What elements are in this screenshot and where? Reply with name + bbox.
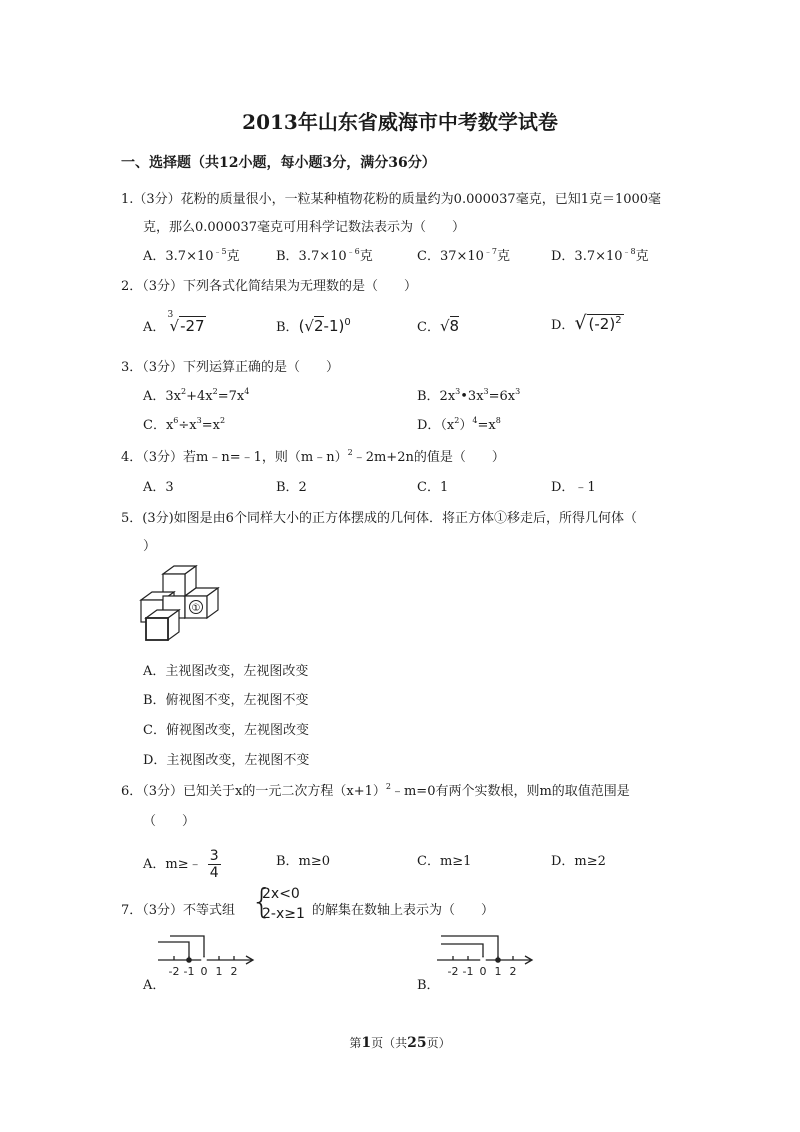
q6-a-denominator: 4 [209,865,219,881]
tick-label: 1 [215,965,223,978]
page-number: 1 [361,1035,372,1051]
q5-stem-line1: 5．(3分)如图是由6个同样大小的正方体摆成的几何体．将正方体①移走后，所得几何体（ [121,511,637,526]
q3-option-b: B．$2x^3•3x^3=6x^3$ [417,387,521,404]
q7-stem-b: 的解集在数轴上表示为（ ） [312,903,495,918]
q5-option-b: B．俯视图不变，左视图不变 [143,693,309,708]
cube-mark-label: ① [191,603,201,614]
tick-label: 2 [230,965,238,978]
q7-option-a: A． [143,978,166,993]
tick-label: -2 [447,965,459,978]
q1-stem-line1: 1.（3分）花粉的质量很小，一粒某种植物花粉的质量约为0.000037毫克，已知1克＝1000毫 [121,192,662,207]
page-footer: 第1页（共25页） [349,1035,451,1051]
q4-stem: 4．（3分）若m﹣n=﹣1，则（m﹣n）$^2$﹣2m+2n的值是（ ） [121,448,505,465]
q3-option-c: C．$x^6\div x^3=x^2$ [143,416,226,433]
system-eq2: 2-x≥1 [262,906,305,922]
q4-option-a: A．3 [143,480,174,495]
q6-option-c: C．m≥1 [417,854,472,869]
q2-option-a: A． 3 √-27 [143,310,205,335]
q5-option-d: D．主视图改变，左视图不变 [143,753,310,768]
q1-option-a: A．$3.7\times 10^{﹣5}$克 [143,247,240,264]
q4-option-d: D．﹣1 [551,480,596,495]
q1-option-d: D．$3.7\times 10^{﹣8}$克 [551,247,649,264]
q6-option-b: B．m≥0 [276,854,331,869]
tick-label: -1 [462,965,474,978]
q2-option-d: D．√ $(-2)^2$ [551,312,622,334]
q1-option-c: C．$37\times 10^{﹣7}$克 [417,247,511,264]
q7-option-b: B． [417,978,440,993]
q6-a-numerator: 3 [209,848,219,864]
q2-option-c: C．√8 [417,317,460,335]
q2-a-root-index: 3 [167,310,174,320]
q7-stem-a: 7．（3分）不等式组 [121,903,236,918]
q2-a-radicand: -27 [180,317,205,335]
cube-front [146,618,168,640]
tick-label: -2 [168,965,180,978]
system-brace: { [251,882,273,922]
q4-option-b: B．2 [276,480,307,495]
section-heading: 一、选择题（共12小题，每小题3分，满分36分） [121,155,436,171]
number-line-b [437,936,537,980]
q3-option-d: D．$(x^2)^4=x^8$ [417,416,501,433]
q5-option-c: C．俯视图改变，左视图改变 [143,723,309,738]
q6-stem-line1: 6．（3分）已知关于x的一元二次方程$(x+1)^2﹣m=0$有两个实数根，则m的取值范围是 [121,782,630,799]
system-eq1: 2x<0 [262,886,300,902]
tick-label: -1 [183,965,195,978]
q6-stem-line2: （ ） [143,814,196,829]
q6-option-d: D．m≥2 [551,854,606,869]
q3-option-a: A．$3x^2+4x^2=7x^4$ [143,387,250,404]
q2-option-b: B．$(√2-1)^0$ [276,317,351,335]
q1-stem-line2: 克，那么0.000037毫克可用科学记数法表示为（ ） [143,220,466,235]
cube-figure [133,562,223,648]
q2-stem: 2．（3分）下列各式化简结果为无理数的是（ ） [121,279,418,294]
number-line-a [158,936,258,980]
tick-label: 1 [494,965,502,978]
q3-stem: 3．（3分）下列运算正确的是（ ） [121,360,340,375]
tick-label: 0 [479,965,487,978]
page-title: 2013年山东省威海市中考数学试卷 [242,110,558,134]
q4-option-c: C．1 [417,480,449,495]
page-total: 25 [407,1035,427,1051]
q5-stem-line2: ） [143,539,157,554]
q5-option-a: A．主视图改变，左视图改变 [143,664,309,679]
tick-label: 0 [200,965,208,978]
q1-option-b: B．$3.7\times 10^{﹣6}$克 [276,247,373,264]
q6-option-a: A．m≥﹣ $\frac{3}{4}$ [143,848,219,881]
tick-label: 2 [509,965,517,978]
